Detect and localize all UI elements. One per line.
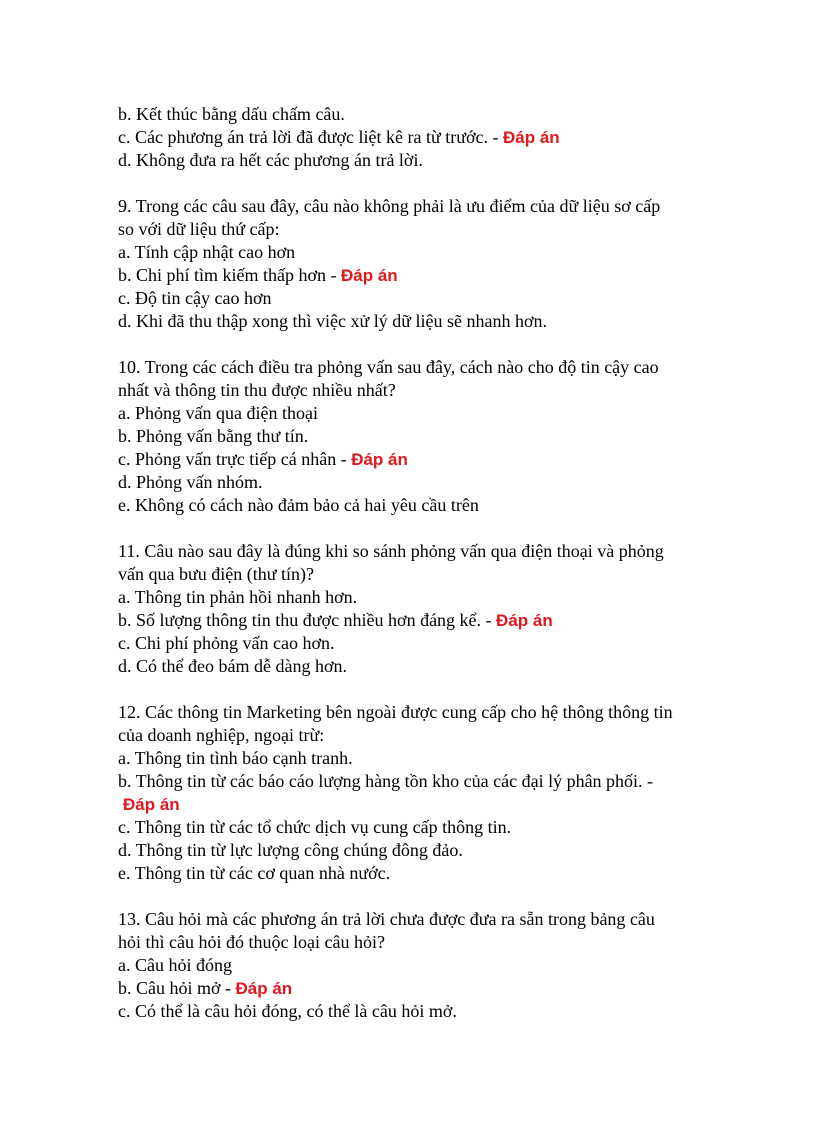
- q9-option-a: a. Tính cập nhật cao hơn: [118, 242, 296, 262]
- q13-option-a: a. Câu hỏi đóng: [118, 955, 232, 975]
- document-page: [118, 103, 698, 1023]
- q8-option-b: b. Kết thúc bằng dấu chấm câu.: [118, 104, 345, 124]
- q10-option-a: a. Phỏng vấn qua điện thoại: [118, 403, 318, 423]
- q11-stem-line-1: 11. Câu nào sau đây là đúng khi so sánh phỏng vấn qua điện thoại và phỏng: [118, 541, 664, 561]
- q9-stem-line-1: 9. Trong các câu sau đây, câu nào không phải là ưu điểm của dữ liệu sơ cấp: [118, 196, 661, 216]
- q9-option-b: [118, 264, 698, 287]
- q10-option-c: [118, 448, 698, 471]
- q8-option-c-text: c. Các phương án trả lời đã được liệt kê ra từ trước. -: [118, 127, 503, 147]
- q9-option-b-text: b. Chi phí tìm kiếm thấp hơn -: [118, 265, 342, 285]
- q12-stem-line-1: 12. Các thông tin Marketing bên ngoài được cung cấp cho hệ thông thông tin: [118, 702, 673, 722]
- question-8: [118, 103, 698, 172]
- spacer: [118, 885, 698, 908]
- q12-option-d: d. Thông tin từ lực lượng công chúng đông đảo.: [118, 840, 463, 860]
- q9-option-c: c. Độ tin cậy cao hơn: [118, 288, 272, 308]
- q13-option-b-text: b. Câu hỏi mở -: [118, 978, 236, 998]
- q10-stem-line-2: nhất và thông tin thu được nhiều nhất?: [118, 380, 396, 400]
- q13-option-c: c. Có thể là câu hỏi đóng, có thể là câu hỏi mở.: [118, 1001, 457, 1021]
- q11-option-b-text: b. Số lượng thông tin thu được nhiều hơn đáng kể. -: [118, 610, 497, 630]
- q11-stem-line-2: vấn qua bưu điện (thư tín)?: [118, 564, 314, 584]
- spacer: [118, 172, 698, 195]
- question-9: [118, 195, 698, 333]
- q13-stem-line-1: 13. Câu hỏi mà các phương án trả lời chưa được đưa ra sẵn trong bảng câu: [118, 909, 655, 929]
- spacer: [118, 517, 698, 540]
- q13-option-b: [118, 977, 698, 1000]
- spacer: [118, 678, 698, 701]
- question-11: [118, 540, 698, 678]
- q10-stem-line-1: 10. Trong các cách điều tra phỏng vấn sau đây, cách nào cho độ tin cậy cao: [118, 357, 659, 377]
- q8-answer-label: Đáp án: [502, 128, 560, 147]
- q8-option-c: [118, 126, 698, 149]
- q11-answer-label: Đáp án: [496, 611, 553, 630]
- q10-answer-label: Đáp án: [351, 450, 408, 469]
- q11-option-a: a. Thông tin phản hồi nhanh hơn.: [118, 587, 358, 607]
- q9-stem-line-2: so với dữ liệu thứ cấp:: [118, 219, 280, 239]
- question-12: [118, 701, 698, 885]
- q9-option-d: d. Khi đã thu thập xong thì việc xử lý dữ liệu sẽ nhanh hơn.: [118, 311, 547, 331]
- q11-option-c: c. Chi phí phỏng vấn cao hơn.: [118, 633, 335, 653]
- spacer: [118, 333, 698, 356]
- q10-option-e: e. Không có cách nào đảm bảo cả hai yêu cầu trên: [118, 495, 479, 515]
- q12-option-a: a. Thông tin tình báo cạnh tranh.: [118, 748, 353, 768]
- question-13: [118, 908, 698, 1023]
- q12-option-e: e. Thông tin từ các cơ quan nhà nước.: [118, 863, 391, 883]
- q12-option-b-answer: [118, 793, 698, 816]
- q12-answer-label: Đáp án: [123, 795, 180, 814]
- q11-option-b: [118, 609, 698, 632]
- q11-option-d: d. Có thể đeo bám dễ dàng hơn.: [118, 656, 347, 676]
- q9-answer-label: Đáp án: [341, 266, 398, 285]
- q12-option-c: c. Thông tin từ các tổ chức dịch vụ cung cấp thông tin.: [118, 817, 512, 837]
- question-10: [118, 356, 698, 517]
- q10-option-c-text: c. Phỏng vấn trực tiếp cá nhân -: [118, 449, 352, 469]
- q10-option-b: b. Phỏng vấn bằng thư tín.: [118, 426, 309, 446]
- q12-option-b: b. Thông tin từ các báo cáo lượng hàng tồn kho của các đại lý phân phối. -: [118, 771, 654, 791]
- q13-answer-label: Đáp án: [235, 979, 293, 998]
- q13-stem-line-2: hỏi thì câu hỏi đó thuộc loại câu hỏi?: [118, 932, 385, 952]
- q12-stem-line-2: của doanh nghiệp, ngoại trừ:: [118, 725, 325, 745]
- q8-option-d: d. Không đưa ra hết các phương án trả lời.: [118, 150, 423, 170]
- q10-option-d: d. Phỏng vấn nhóm.: [118, 472, 263, 492]
